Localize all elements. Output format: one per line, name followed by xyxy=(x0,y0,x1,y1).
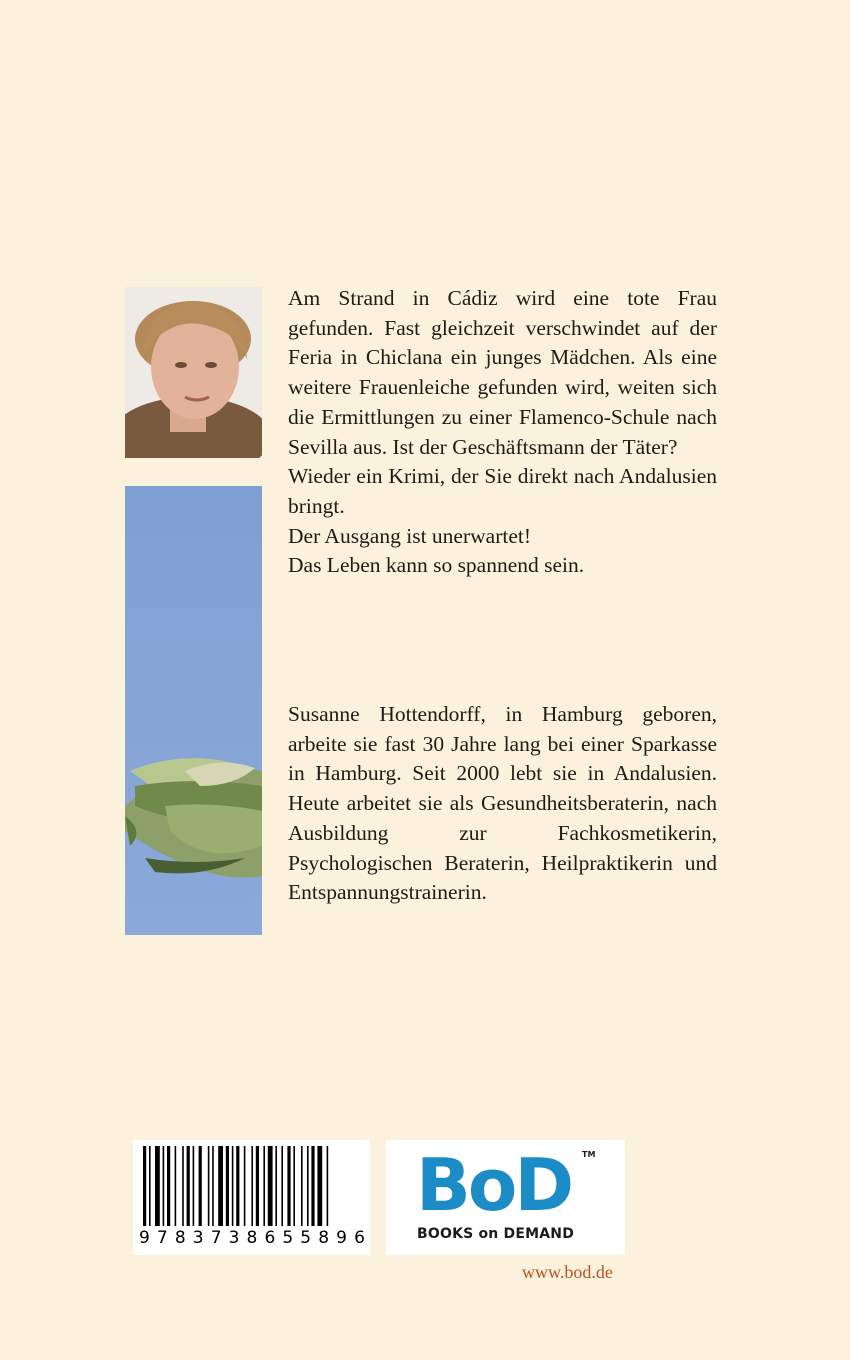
barcode-bar xyxy=(212,1146,214,1226)
barcode-bar xyxy=(311,1146,314,1226)
blurb-paragraph: Am Strand in Cádiz wird eine tote Frau gefunden. Fast gleichzeit verschwindet auf der Feria in Chiclana ein junges Mädchen. Als eine weitere Frauenleiche gefunden wird, weiten sich die Ermittlungen zu einer Flamenco-Schule nach Sevilla aus. Ist der Geschäftsmann der Täter? xyxy=(288,286,717,459)
barcode-bar xyxy=(218,1146,223,1226)
barcode-bar xyxy=(193,1146,195,1226)
isbn-digit: 7 xyxy=(210,1228,222,1248)
barcode-bar xyxy=(263,1146,265,1226)
isbn-digit: 8 xyxy=(246,1228,258,1248)
blurb-text xyxy=(288,284,717,581)
blurb-paragraph: Das Leben kann so spannend sein. xyxy=(288,553,585,578)
isbn-digit: 5 xyxy=(282,1228,294,1248)
isbn-digit: 3 xyxy=(228,1228,240,1248)
barcode-bar xyxy=(307,1146,309,1226)
isbn-digit: 7 xyxy=(156,1228,168,1248)
isbn-digit: 6 xyxy=(354,1228,365,1248)
isbn-digit: 6 xyxy=(264,1228,276,1248)
publisher-tagline: BOOKS on DEMAND xyxy=(417,1226,575,1242)
barcode-bar xyxy=(327,1146,329,1226)
barcode-bar xyxy=(155,1146,160,1226)
publisher-website[interactable]: www.bod.de xyxy=(522,1262,613,1282)
barcode-bar xyxy=(199,1146,202,1226)
barcode-bar xyxy=(287,1146,290,1226)
barcode-bar xyxy=(268,1146,273,1226)
barcode-bar xyxy=(208,1146,210,1226)
barcode-bar xyxy=(232,1146,234,1226)
author-bio xyxy=(288,700,717,908)
blurb-paragraph: Wieder ein Krimi, der Sie direkt nach Andalusien bringt. xyxy=(288,464,717,518)
barcode-bar xyxy=(293,1146,295,1226)
blurb-paragraph: Der Ausgang ist unerwartet! xyxy=(288,523,531,548)
barcode-bar xyxy=(256,1146,259,1226)
barcode-bar xyxy=(149,1146,151,1226)
barcode xyxy=(133,1140,370,1255)
isbn-digit: 9 xyxy=(336,1228,347,1248)
isbn-digit: 9 xyxy=(139,1228,150,1248)
barcode-bar xyxy=(226,1146,229,1226)
barcode-bar xyxy=(244,1146,246,1226)
barcode-bar xyxy=(175,1146,177,1226)
barcode-bars xyxy=(143,1146,359,1238)
barcode-bar xyxy=(167,1146,170,1226)
barcode-bar xyxy=(236,1146,239,1226)
isbn-digit: 3 xyxy=(192,1228,204,1248)
isbn-digit: 5 xyxy=(300,1228,312,1248)
barcode-bar xyxy=(251,1146,253,1226)
barcode-bar xyxy=(275,1146,277,1226)
barcode-bar xyxy=(301,1146,303,1226)
barcode-bar xyxy=(143,1146,146,1226)
barcode-bar xyxy=(187,1146,190,1226)
barcode-bar xyxy=(182,1146,184,1226)
publisher-logo xyxy=(386,1140,625,1255)
barcode-bar xyxy=(163,1146,165,1226)
barcode-bar xyxy=(281,1146,283,1226)
author-photo xyxy=(125,287,262,458)
isbn-number xyxy=(139,1228,365,1248)
bio-paragraph: Susanne Hottendorff, in Hamburg geboren, arbeite sie fast 30 Jahre lang bei einer Sparkasse in Hamburg. Seit 2000 lebt sie in Andalusien. Heute arbeitet sie als Gesundheitsberaterin, nach Ausbildung zur Fachkosmetikerin, Psychologischen Beraterin, Heilpraktikerin und Entspannungstrainerin. xyxy=(288,702,717,905)
bod-logo-mark: BoD xyxy=(416,1143,572,1227)
barcode-bar xyxy=(317,1146,322,1226)
plant-photo xyxy=(125,486,262,935)
trademark-symbol: TM xyxy=(582,1150,596,1159)
isbn-digit: 8 xyxy=(318,1228,330,1248)
isbn-digit: 8 xyxy=(174,1228,186,1248)
